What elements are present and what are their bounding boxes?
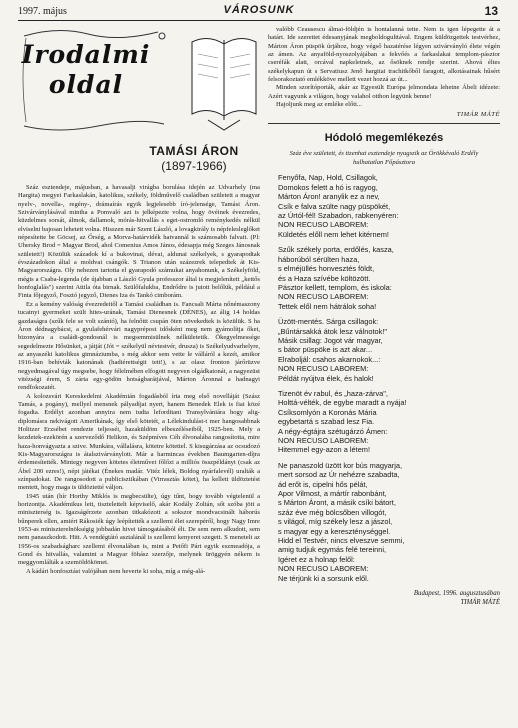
poem-line: száz éve még bölcsőben villogót, [278, 507, 387, 517]
poem-line: az Úrtól-fél! Szabadon, rabkenyéren: [278, 211, 399, 221]
poem-signature: TIMÁR MÁTÉ [460, 599, 500, 607]
poem-line: NON RECUSO LABOREM: [278, 364, 369, 374]
poem-line: Igéret ez a holnap felől: [278, 554, 355, 564]
poem-line: NON RECUSO LABOREM: [278, 564, 369, 574]
poem-line: s bátor püspöke is azt akar... [278, 345, 373, 355]
poem-stanzas [268, 173, 500, 583]
poem-line: Szűk székely porta, erdőlés, kasza, [278, 245, 394, 255]
poem-line: Holttá-vélték, de egybe maradt a nyája! [278, 398, 407, 408]
poem-line: s Márton Áront, a másik csíki bátort, [278, 498, 396, 508]
poem-stanza [278, 389, 500, 455]
continuation-paragraph: Hajoljunk meg az emléke előtt... [276, 101, 362, 109]
page-number: 13 [484, 4, 498, 18]
article-years: (1897-1966) [161, 159, 227, 173]
poem-line: Hitemmel egy-azon a létem! [278, 445, 371, 455]
article-paragraph: 1945 után (hír Horthy Miklós is megbecsülte), úgy tűnt, hogy tovább végtelenül a horizontja. Akadémikus lett, tisztelettelt képviselő, akár Kodály Zoltán, sőt szóba jött a miniszterség is. Igazságérzete azonban titkakózott a sokszor mondvacsinált háborús bűnperek ellen, amiért Rákosiék úgy leépítették a szellemi élet szerepéről, hogy Nagy Imre 1953-as miniszterelnökségig jobbadán hivei támogatásából élt. De sem nem alkudott, sem nem panaszkodott. Hitt. A vendégtátó asztalánál is szellemi kenyeret szegett. S menetelt az 1956-os szabadságharc szellemi élvonalában is, mint a Petőfi Párt egyik eszmeadója, a Gond és hitvallás, valamint a Magyar föhász szerzője, melynek üröggyén nékem is meggyomlálták a szemöldökömet. [18, 492, 260, 567]
open-book-icon [188, 30, 260, 134]
article-paragraph: A kolozsvári Kereskedelmi Akadémián fogadásból írta meg első novelláját (Szász Tamás, a pogány), mellyel mensnek pályadíjat nyert, hanem Benedek Elek is fiai közé fogadta. Erdélyt azonban annyira nem tudta leforditani Transylvániára hogy alig-diplomásra nekivágott Amerikának, így első kötetét, a Lélekindulást-t mer hangosabbnak Holitzer Erzsébet rendezte teljesséi, hazaküldöm elbeszéléseiből, 1925-ben. Mely a kezdetek-ezekörén a szerveződő Helikon, és Szépmíves Céh élvonalába rangosította, mire haza-honvágyazta a szive. Munkára, vállalásra, kötetre kötettel. S kisugárzása az ocsudozó Kis-Magyarországra is átalszivárványlott. Már a harmincas években Baumgarten-díjra érdemesítették. Mintegy negyven kötetes életművet főlőzi a milliós összpéldányt (csak az Ábel 200 ezres!), népi játékai (Énekes madár. Vitéz lélek, Boldog nyárfalevél) uralták a színpadokat. De rangosodott a publicisztikában (Virrasztás kötet), ha kellett üldöztetést mentett, hogy maga is üldöztetté váljon. [18, 392, 260, 492]
article-signature: TIMÁR MÁTÉ [456, 111, 500, 119]
literary-page-banner [18, 26, 260, 134]
continuation-paragraph: Minden szorítóporták, akár az Egyesült Európa jelmondata lehetne Ábeli idézete: Azért vagyunk a világon, hogy valahol otthon legyünk benne! [268, 84, 500, 100]
article-body [18, 184, 260, 576]
poem-line: Apor Vilmost, a mártír rabonbánt, [278, 489, 387, 499]
poem-line: Példát nyújtva élek, és halok! [278, 373, 374, 383]
poem-line: „Bűntársakká átok lesz válnotok!" [278, 326, 388, 336]
continuation-paragraph: valóbb Ceausescu álmai-földjén is hontalanná tette. Nem is igen lépegette át a határt. Ide szerettet édesanyjának megboldogulttával. Engem küldözgettek testvérhez, Márton Áron püspök úrjához, hogy végső hazatérése légyen szivárványló élete végén az ámen. Az anyaföld-nyoszolyájában a fekvőés a farkaslakai templom-pásztor cseréfák alatt, orcával napkeletnek, az ősöknek rendje szerint. Ahová éltes székelykapun út s Servatiusz Jenő hargitai trachitkőből faragott, alkotásainak hűsért felsorakoztató emlékköve mellett vezet hozzá az út... [268, 26, 500, 84]
poem-place-date: Budapest, 1996. augusztusában [413, 590, 500, 598]
banner-title [20, 40, 152, 100]
poem-line: Csíksomlyón a Koronás Mária [278, 407, 377, 417]
poem-line: Pásztor kellett, templom, és iskola: [278, 282, 392, 292]
article-continuation [268, 26, 500, 109]
poem-stanza [278, 461, 500, 583]
poem-title: Hódoló megemlékezés [324, 132, 444, 145]
poem-line: NON RECUSO LABOREM: [278, 436, 369, 445]
poem-line: A négy-égtájra szétugárzó Ámen: [278, 426, 388, 436]
article-title: TAMÁSI ÁRON [149, 144, 239, 158]
poem-line: mert sorsod az Úr nehézre szabadta, [278, 470, 400, 480]
banner-title-line2: oldal [48, 70, 124, 99]
poem-line: amig tudjuk egymás felé tereinni, [278, 545, 387, 555]
header-divider [18, 20, 500, 21]
poem-line: ád erőt is, cipelni hős pélát, [278, 479, 368, 489]
article-heading [128, 144, 260, 174]
poem-stanza [278, 173, 500, 239]
right-column [268, 26, 500, 726]
poem-line: NON RECUSO LABOREM: [278, 220, 369, 230]
poem-stanza [278, 317, 500, 383]
poem-line: Ne panaszold üzött kor bús magyarja, [278, 460, 403, 470]
poem-line: s világol, míg székely lesz a jászol, [278, 517, 393, 527]
poem-line: Csík e falva szülte nagy püspökét, [278, 201, 391, 211]
poem-line: Fenyőfa, Nap, Hold, Csillagok, [278, 173, 378, 183]
poem-line: egybetartá s szabad lesz Fia. [278, 417, 375, 427]
poem-line: Ne térjünk ki a sorsunk elől. [278, 573, 369, 583]
poem-line: Másik csillag: Jogot vár magyar, [278, 335, 383, 345]
issue-date: 1997. május [18, 6, 67, 17]
poem-line: Elraboljál: csahos akarnokok...: [278, 354, 381, 364]
poem-line: s magyar egy a kereszténységgel. [278, 526, 391, 536]
poem-line: Tizenöt év rabul, és „haza-zárva", [278, 388, 388, 398]
section-divider [268, 123, 500, 124]
poem-line: és a Haza szívébe költözött. [278, 273, 371, 283]
poem-line: Küldetés előll nem lehet kitérnem! [278, 229, 389, 239]
article-paragraph: A kádári honfosztást valójában nem heverte ki soha, míg a még-alá- [26, 567, 206, 575]
poem-closing [268, 589, 500, 607]
poem-line: Domokos felett a hó is ragyog, [278, 182, 378, 192]
banner-title-line1: Irodalmi [21, 40, 151, 69]
poem-dedication: Száz éve született, és tizenhat esztendeje nyugszik az Örökkévaló Erdély hulhatatlan Főpásztora [289, 150, 479, 166]
publication-title: VÁROSUNK [223, 4, 295, 16]
poem-line: Tettek elől nem hátrálok soha! [278, 301, 377, 311]
poem-line: háborúból sérülten haza, [278, 254, 360, 264]
article-paragraph: Ez a kemény valóság évezredeitől a Tamási családban is. Fancsali Márta nőnémaszony tucatnyi gyermeket szült hites-urának, Tamási Dienesnek (DÉNES), az álig 14 holdas gazdaságra (szűk fele se volt szántó), ha felnőttt csupán öten növekedtek is közülük. S ha Áron dédnagybácsi, a gyulafehérvári nagyprépost idősként meg nem gyámolítja őket, bizonyára a családi-gondosnál is megsemmisülnek nélkületetik. Ökegyelmessége segedelmezte Hősünket, a játját (Jót = székelyül névtestvér, drusza) is Székelyudvarhelyre, az anyaszéki katolikus gimnáziumba, s még akkor sem vette le válláról a kezét, amikor 1916-ban behívták katonának (hadiérettségit tett!), s az olasz fronton járőrüzve negyedmagával úgy megsebe, hogy félelmében elfogott negyven olgádkatonát, a nagyezüst vitézségi érem, S zárta egy-gödön hotságbarátjával, Márton Áronnal a hadnagyi rendfokozatét. [18, 300, 260, 392]
left-column [18, 26, 260, 726]
poem-line: Hidd el Testvér, nincs elveszve semmi, [278, 536, 405, 546]
poem-line: NON RECUSO LABOREM: [278, 292, 369, 302]
article-paragraph: Száz esztendeje, májusban, a havasalji virágba borulása idején az Udvarhely (ma Hargita) megyei Farkaslakán, katolikus, székely, földművelő családban született a magyar nyelv-, novella-, regény-, drámaírás egyik legjelesebb író-jelensége, Tamási Áron. Szivárványlásával mintha a Pomvaló azt is jelképezte volna, hogy övéinek évezredes, küzdelmes sorsát, álmok, dallamok, mórás-hitvallás s eget-ostromló reménykedés nélkül elviselni bajosan lehetett volna. Hisszen már Szent László, a lovagkirály is népfelesleglőket népesítette be Göcsej, az Őrség, a Morva-határvidék hatvannál is számosabb falvait. (Pl: Uhersky Brod = Magyar Brod, ahol Comenius Amos János, édesapja még Szeges Jánosnak született!) Közülük századok kí a bukovinai, dévai, aldunai székelyek, s gyarapodtak évszázadokon által a moldvai csángók. S Trianon után százezrek telepedtek át Kis-Magyarországra. Oly nehezen tartotta el gyarapodó számukat anyahonunk, a Székelyföld, mégis a Csaba-legenda (de újabban a László Gyula professzor által is megjelenített „kettős honfoglalás") szerint Attila óta birnak. Szülőfalukba, Endrődre is jutott belőlük, például a Finta főjegyző, Fosztó jegyző, Dienes Iza és Tankó cimborám. [18, 184, 260, 300]
poem-line: Üzött-mentés. Sárga csillagok: [278, 317, 379, 327]
poem-line: s elméjüllés honvesztés földt, [278, 264, 375, 274]
poem-line: Márton Áron! aranylik ez a nev, [278, 192, 380, 202]
poem-stanza [278, 245, 500, 311]
